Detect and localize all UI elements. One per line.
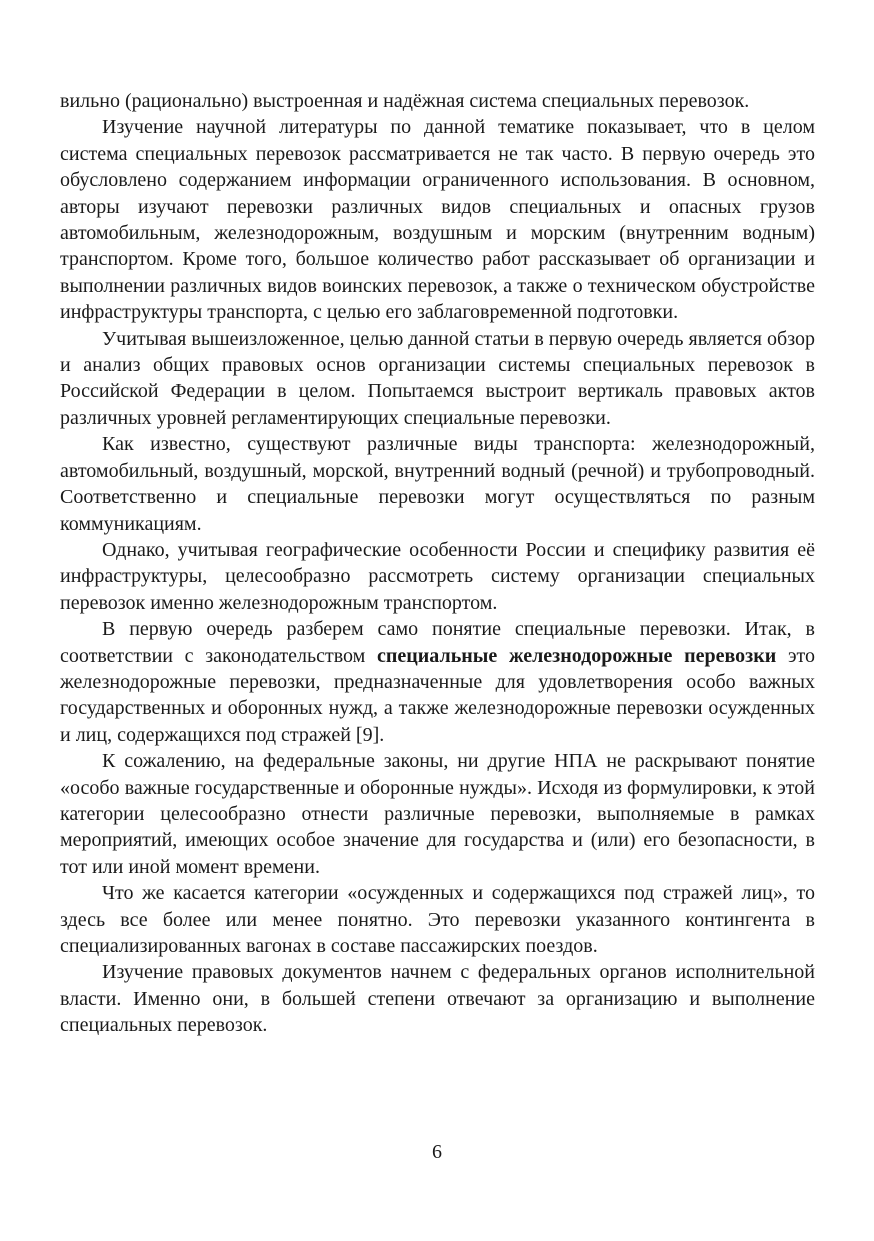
paragraph-transport-types: Как известно, существуют различные виды транспорта: железнодорожный, автомобильный, воздушный, морской, внутренний водный (речной) и трубопроводный. Соответственно и специальные перевозки могут осуществляться по разным коммуникациям. (60, 433, 815, 535)
paragraph-geography: Однако, учитывая географические особенности России и специфику развития её инфраструктуры, целесообразно рассмотреть систему организации специальных перевозок именно железнодорожным транспортом. (60, 538, 815, 614)
paragraph-state-needs: К сожалению, на федеральные законы, ни другие НПА не раскрывают понятие «особо важные государственные и оборонные нужды». Исходя из формулировки, к этой категории целесообразно отнести различные перевозки, выполняемые в рамках мероприятий, имеющих особое значение для государства и (или) его безопасности, в тот или иной момент времени. (60, 750, 815, 878)
defined-term: специальные железнодорожные перевозки (376, 644, 777, 667)
definition-lead: В первую очередь разберем само понятие специальные перевозки. Итак, в соответствии с законодательством (60, 618, 815, 667)
paragraph-article-goal: Учитывая вышеизложенное, целью данной статьи в первую очередь является обзор и анализ общих правовых основ организации системы специальных перевозок в Российской Федерации в целом. Попытаемся выстроит вертикаль правовых актов различных уровней регламентирующих специальные перевозки. (60, 327, 815, 429)
paragraph-convicts: Что же касается категории «осужденных и содержащихся под стражей лиц», то здесь все более или менее понятно. Это перевозки указанного контингента в специализированных вагонах в составе пассажирских поездов. (60, 882, 815, 957)
paragraph-literature-review: Изучение научной литературы по данной тематике показывает, что в целом система специальных перевозок рассматривается не так часто. В первую очередь это обусловлено содержанием информации ограниченного использования. В основном, авторы изучают перевозки различных видов специальных и опасных грузов автомобильным, железнодорожным, воздушным и морским (внутренним водным) транспортом. Кроме того, большое количество работ рассказывает об организации и выполнении различных видов воинских перевозок, а также о техническом обустройстве инфраструктуры транспорта, с целью его заблаговременной подготовки. (60, 116, 815, 324)
paragraph-definition (60, 616, 815, 748)
definition-body: это железнодорожные перевозки, предназначенные для удовлетворения особо важных государственных и оборонных нужд, а также железнодорожные перевозки осужденных и лиц, содержащихся под стражей [9]. (60, 644, 816, 746)
paragraph-continuation: вильно (рационально) выстроенная и надёжная система специальных перевозок. (60, 90, 750, 112)
paragraph-federal-bodies: Изучение правовых документов начнем с федеральных органов исполнительной власти. Именно они, в большей степени отвечают за организацию и выполнение специальных перевозок. (60, 961, 815, 1037)
page-number: 6 (432, 1141, 442, 1163)
page-body (60, 88, 815, 1039)
